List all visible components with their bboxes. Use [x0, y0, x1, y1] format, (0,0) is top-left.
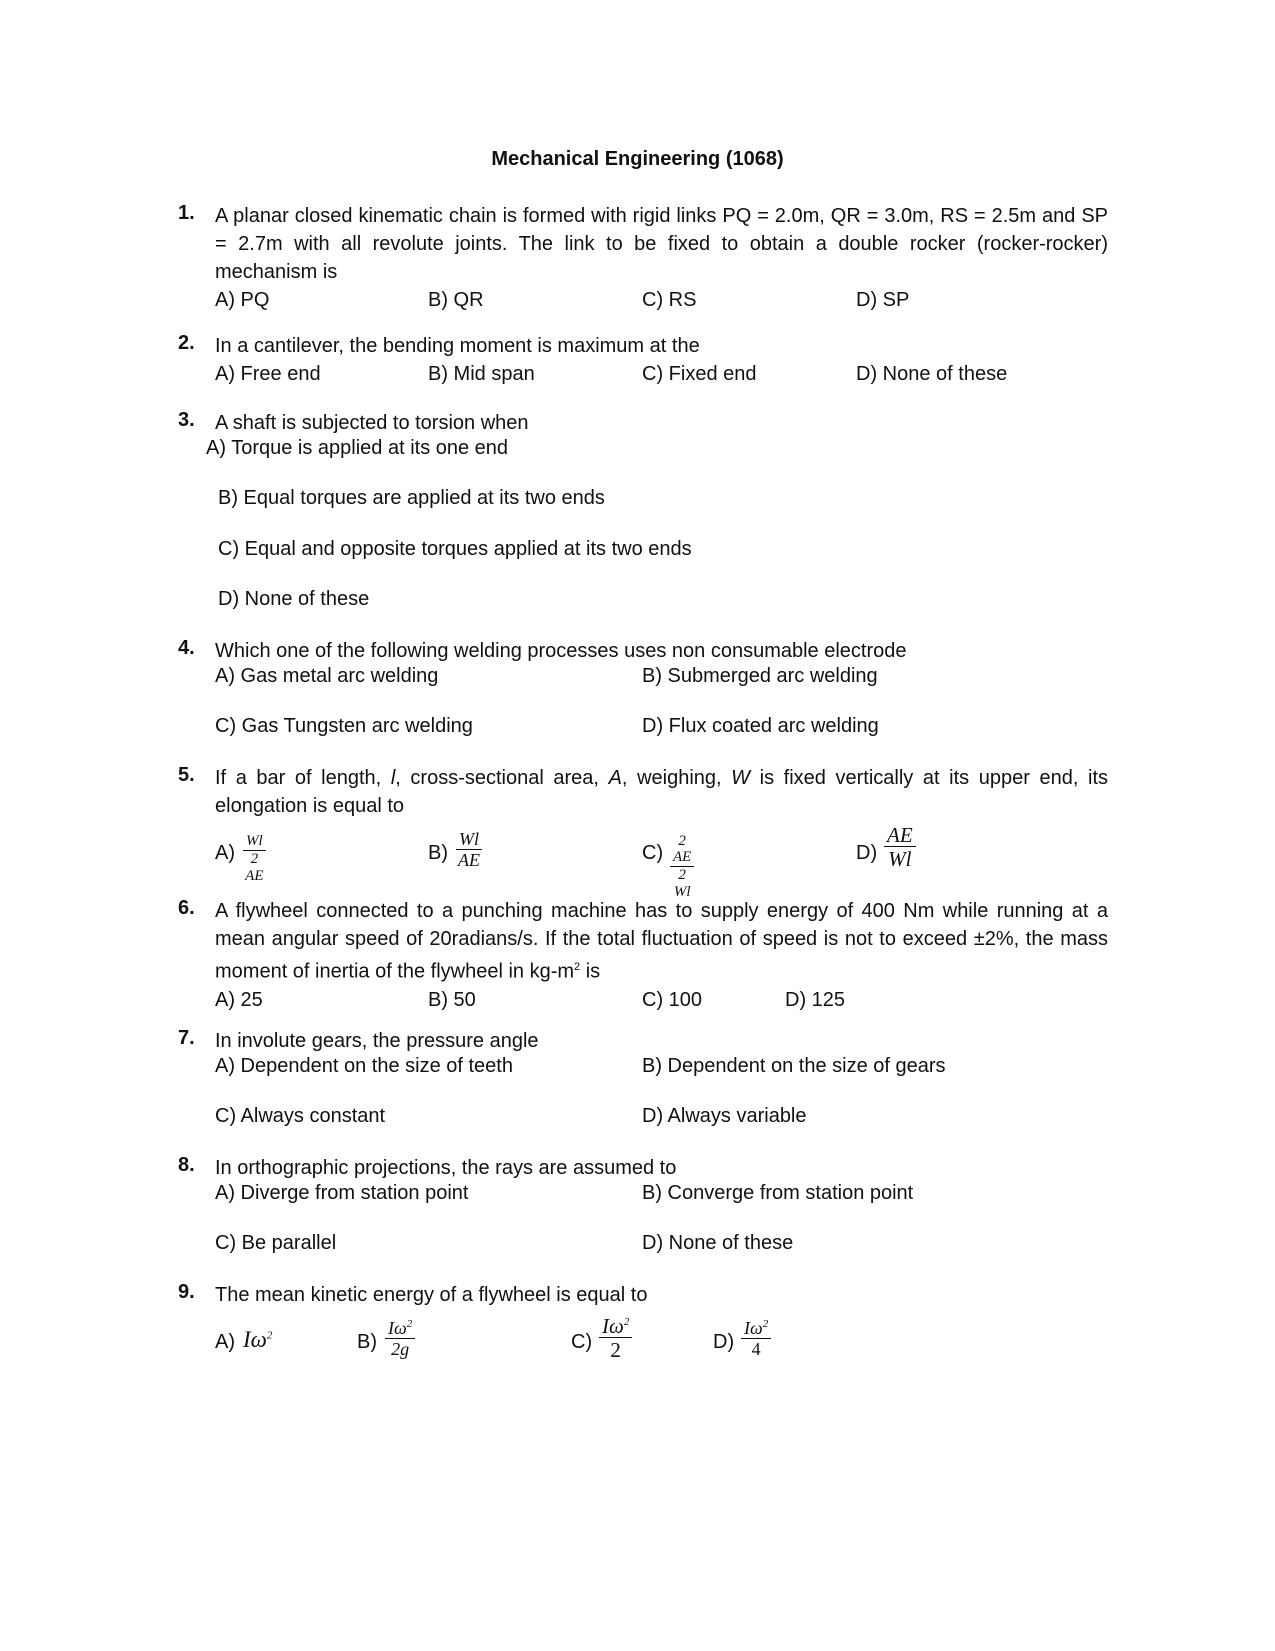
- question-text: In a cantilever, the bending moment is maximum at the: [215, 335, 700, 357]
- options-grid: [215, 1182, 1108, 1262]
- question-5: [178, 764, 1108, 898]
- options-row: A) $\frac{Wl}{2 AE}$ B) $\frac{Wl}{AE}$ C) $\frac{2 AE}{2 Wl}$ D) $\frac{AE}{Wl}$: [215, 828, 1108, 898]
- option-a: A) Diverge from station point: [215, 1182, 469, 1204]
- option-c: C) 100: [642, 988, 703, 1011]
- option-d: D) None of these: [642, 1232, 794, 1254]
- fraction: $\frac{I\omega^2}{2}$: [599, 1315, 632, 1362]
- question-4: [178, 637, 1108, 745]
- option-b: B) 50: [428, 988, 476, 1011]
- question-number: 1.: [178, 202, 195, 224]
- option-b: B) Submerged arc welding: [642, 665, 878, 687]
- question-number: 4.: [178, 637, 195, 659]
- option-c: C) Equal and opposite torques applied at its two ends: [218, 538, 692, 560]
- option-a: A) PQ: [215, 289, 270, 311]
- question-text: The mean kinetic energy of a flywheel is equal to: [215, 1284, 648, 1306]
- options-row: A) $I\omega^2$ B) $\frac{I\omega^2}{2g}$ C) $\frac{I\omega^2}{2}$ D) $\frac{I\omega^2}{4}$: [215, 1315, 1108, 1385]
- options-row: [215, 360, 1108, 388]
- option-d: D) None of these: [218, 588, 370, 610]
- question-number: 3.: [178, 409, 195, 431]
- option-d: D) 125: [785, 988, 846, 1011]
- question-text: In involute gears, the pressure angle: [215, 1030, 539, 1052]
- option-b: B) Converge from station point: [642, 1182, 914, 1204]
- question-7: [178, 1027, 1108, 1135]
- option-b: B) Dependent on the size of gears: [642, 1055, 946, 1077]
- question-text: Which one of the following welding processes uses non consumable electrode: [215, 640, 907, 662]
- option-a: A) Gas metal arc welding: [215, 665, 439, 687]
- fraction: $\frac{Wl}{AE}$: [458, 829, 480, 870]
- question-text: A planar closed kinematic chain is formed with rigid links PQ = 2.0m, QR = 3.0m, RS = 2.5m and SP = 2.7m with all revolute joints. The link to be fixed to obtain a double rocker (rocker-rocker) mechanism is: [215, 205, 1108, 283]
- option-d: D) Always variable: [642, 1105, 807, 1127]
- question-text: In orthographic projections, the rays are assumed to: [215, 1157, 677, 1179]
- option-a: A) 25: [215, 988, 263, 1011]
- option-a: A) Torque is applied at its one end: [206, 437, 509, 459]
- question-text: If a bar of length, l, cross-sectional area, A, weighing, W is fixed vertically at its upper end, its elongation is equal to: [215, 767, 1109, 817]
- question-6: [178, 897, 1108, 1014]
- question-number: 2.: [178, 332, 195, 354]
- expression: $I\omega^2$: [243, 1327, 273, 1352]
- fraction: $\frac{AE}{Wl}$: [884, 824, 916, 871]
- option-d: D) None of these: [856, 363, 1008, 385]
- question-number: 7.: [178, 1027, 195, 1049]
- options-grid: [215, 665, 1108, 745]
- fraction: $\frac{2 AE}{2 Wl}$: [670, 834, 694, 901]
- options-column: [178, 437, 1108, 617]
- question-text: A flywheel connected to a punching machine has to supply energy of 400 Nm while running at a mean angular speed of 20radians/s. If the total fluctuation of speed is not to exceed ±2%, the mass moment of inertia of the flywheel in $kg-m^2$ is: [215, 900, 1108, 983]
- option-c: C) Always constant: [215, 1105, 386, 1127]
- question-number: 6.: [178, 897, 195, 919]
- question-1: [178, 202, 1108, 314]
- option-a: A) Free end: [215, 363, 321, 385]
- options-row: [215, 286, 1108, 314]
- option-d: D) Flux coated arc welding: [642, 715, 879, 737]
- options-row: [215, 986, 1108, 1014]
- fraction: $\frac{I\omega^2}{4}$: [741, 1319, 771, 1360]
- question-2: [178, 332, 1108, 388]
- option-c: C) Gas Tungsten arc welding: [215, 715, 473, 737]
- question-text: A shaft is subjected to torsion when: [215, 412, 529, 434]
- option-c: C) RS: [642, 289, 697, 311]
- option-c: C) Be parallel: [215, 1232, 337, 1254]
- question-number: 8.: [178, 1154, 195, 1176]
- page-title: Mechanical Engineering (1068): [491, 148, 784, 170]
- option-b: B) QR: [428, 289, 484, 311]
- option-b: B) Equal torques are applied at its two ends: [218, 487, 605, 509]
- fraction: $\frac{I\omega^2}{2g}$: [385, 1319, 415, 1360]
- question-3: [178, 409, 1108, 617]
- option-b: B) Mid span: [428, 363, 535, 385]
- options-grid: [215, 1055, 1108, 1135]
- fraction: $\frac{Wl}{2 AE}$: [243, 834, 266, 885]
- option-c: C) Fixed end: [642, 363, 757, 385]
- question-9: [178, 1281, 1108, 1385]
- question-8: [178, 1154, 1108, 1262]
- question-number: 9.: [178, 1281, 195, 1303]
- question-number: 5.: [178, 764, 195, 786]
- option-a: A) Dependent on the size of teeth: [215, 1055, 513, 1077]
- option-d: D) SP: [856, 289, 910, 311]
